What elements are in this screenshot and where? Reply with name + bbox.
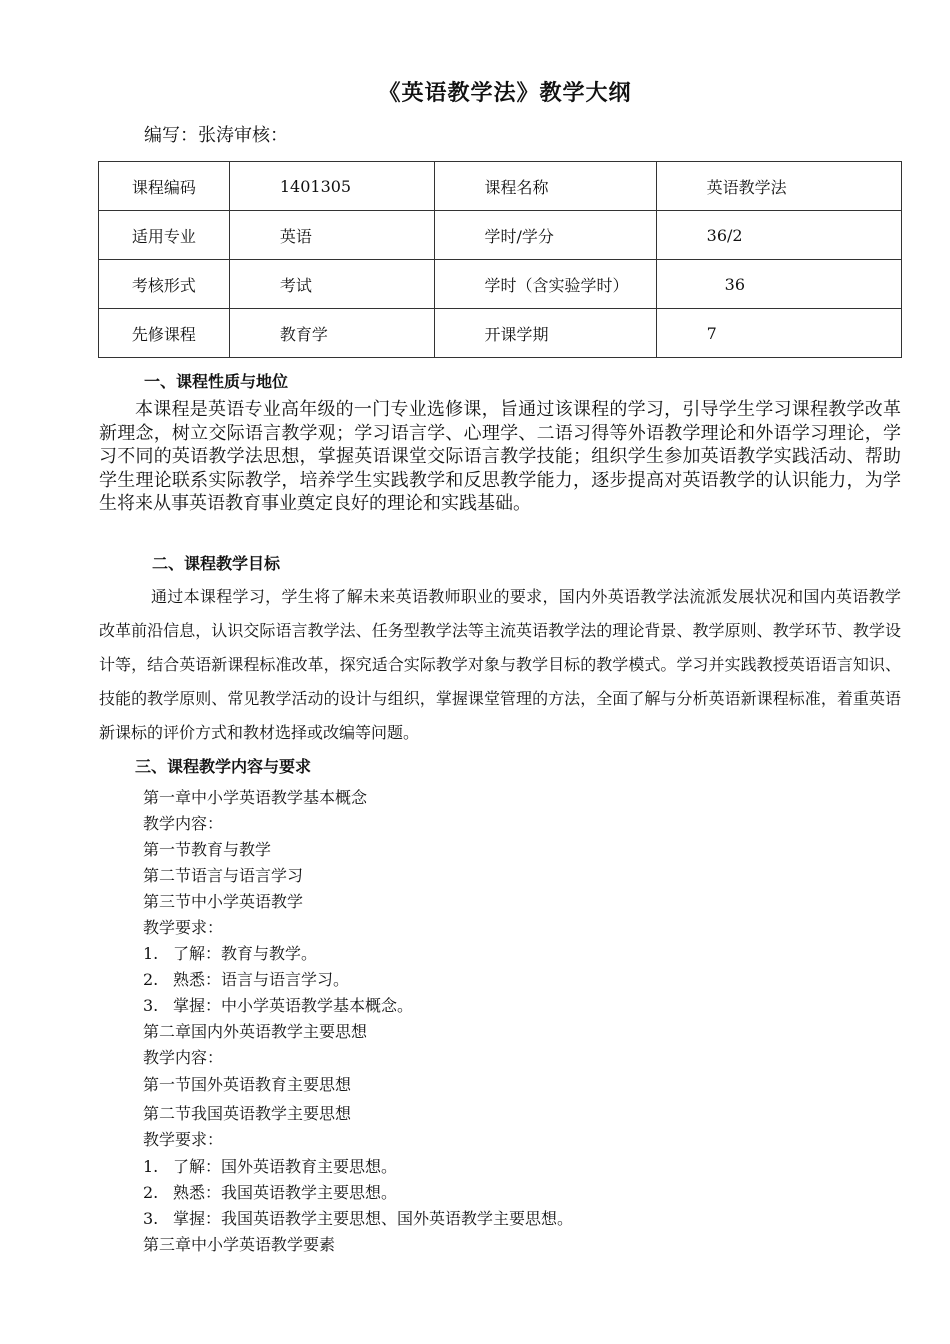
section-1-heading: 一、课程性质与地位: [144, 372, 289, 391]
table-cell: 英语: [229, 211, 434, 260]
table-cell: 考试: [229, 260, 434, 309]
section-1-body: 本课程是英语专业高年级的一门专业选修课，旨通过该课程的学习，引导学生学习课程教学改革新理念，树立交际语言教学观；学习语言学、心理学、二语习得等外语教学理论和外语学习理论，学习不同的英语教学法思想，掌握英语课堂交际语言教学技能；组织学生参加英语教学实践活动、帮助学生理论联系实际教学，培养学生实践教学和反思教学能力，逐步提高对英语教学的认识能力，为学生将来从事英语教育事业奠定良好的理论和实践基础。: [99, 399, 901, 514]
list-item: 第一节教育与教学: [143, 840, 272, 859]
item-number: 1.: [143, 944, 159, 963]
item-number: 1.: [143, 1157, 159, 1176]
item-text: 掌握：中小学英语教学基本概念。: [173, 996, 414, 1015]
chapter-1-title: 第一章中小学英语教学基本概念: [143, 788, 368, 807]
chapter-1-content-label: 教学内容：: [143, 814, 224, 833]
table-cell: 学时（含实验学时）: [434, 260, 656, 309]
chapter-2-title: 第二章国内外英语教学主要思想: [143, 1022, 368, 1041]
list-item: [143, 1206, 573, 1229]
item-text: 熟悉：语言与语言学习。: [173, 970, 350, 989]
item-text: 了解：国外英语教育主要思想。: [173, 1157, 398, 1176]
table-cell: 课程名称: [434, 162, 656, 211]
list-item: [143, 1180, 397, 1203]
table-cell: 适用专业: [99, 211, 230, 260]
item-number: 2.: [143, 1183, 159, 1202]
item-number: 2.: [143, 970, 159, 989]
page-title: 《英语教学法》教学大纲: [378, 81, 632, 106]
table-cell: 考核形式: [99, 260, 230, 309]
list-item: 第三节中小学英语教学: [143, 892, 304, 911]
table-cell: 开课学期: [434, 309, 656, 358]
item-number: 3.: [143, 1209, 159, 1228]
chapter-3-title: 第三章中小学英语教学要素: [143, 1235, 336, 1254]
table-row: [99, 162, 902, 211]
list-item: 第一节国外英语教育主要思想: [143, 1075, 352, 1094]
table-cell: 先修课程: [99, 309, 230, 358]
list-item: [143, 993, 413, 1016]
table-cell: 36: [656, 260, 901, 309]
item-text: 掌握：我国英语教学主要思想、国外英语教学主要思想。: [173, 1209, 574, 1228]
table-row: [99, 309, 902, 358]
chapter-1-req-label: 教学要求：: [143, 918, 224, 937]
table-cell: 英语教学法: [656, 162, 901, 211]
list-item: [143, 941, 317, 964]
item-number: 3.: [143, 996, 159, 1015]
table-cell: 1401305: [229, 162, 434, 211]
table-cell: 课程编码: [99, 162, 230, 211]
list-item: [143, 1154, 397, 1177]
section-2-heading: 二、课程教学目标: [152, 554, 281, 573]
item-text: 了解：教育与教学。: [173, 944, 318, 963]
list-item: 第二节语言与语言学习: [143, 866, 304, 885]
table-cell: 36/2: [656, 211, 901, 260]
table-cell: 7: [656, 309, 901, 358]
chapter-2-req-label: 教学要求：: [143, 1130, 224, 1149]
section-3-heading: 三、课程教学内容与要求: [135, 757, 312, 776]
table-row: [99, 260, 902, 309]
list-item: 第二节我国英语教学主要思想: [143, 1104, 352, 1123]
author-line: 编写：张涛审核：: [144, 125, 288, 146]
chapter-2-content-label: 教学内容：: [143, 1048, 224, 1067]
table-cell: 教育学: [229, 309, 434, 358]
table-cell: 学时/学分: [434, 211, 656, 260]
list-item: [143, 967, 349, 990]
section-2-body: 通过本课程学习，学生将了解未来英语教师职业的要求，国内外英语教学法流派发展状况和国内英语教学改革前沿信息，认识交际语言教学法、任务型教学法等主流英语教学法的理论背景、教学原则、教学环节、教学设计等，结合英语新课程标准改革，探究适合实际教学对象与教学目标的教学模式。学习并实践教授英语语言知识、技能的教学原则、常见教学活动的设计与组织，掌握课堂管理的方法，全面了解与分析英语新课程标准，着重英语新课标的评价方式和教材选择或改编等问题。: [99, 587, 901, 742]
course-info-table: [98, 161, 902, 358]
item-text: 熟悉：我国英语教学主要思想。: [173, 1183, 398, 1202]
table-row: [99, 211, 902, 260]
